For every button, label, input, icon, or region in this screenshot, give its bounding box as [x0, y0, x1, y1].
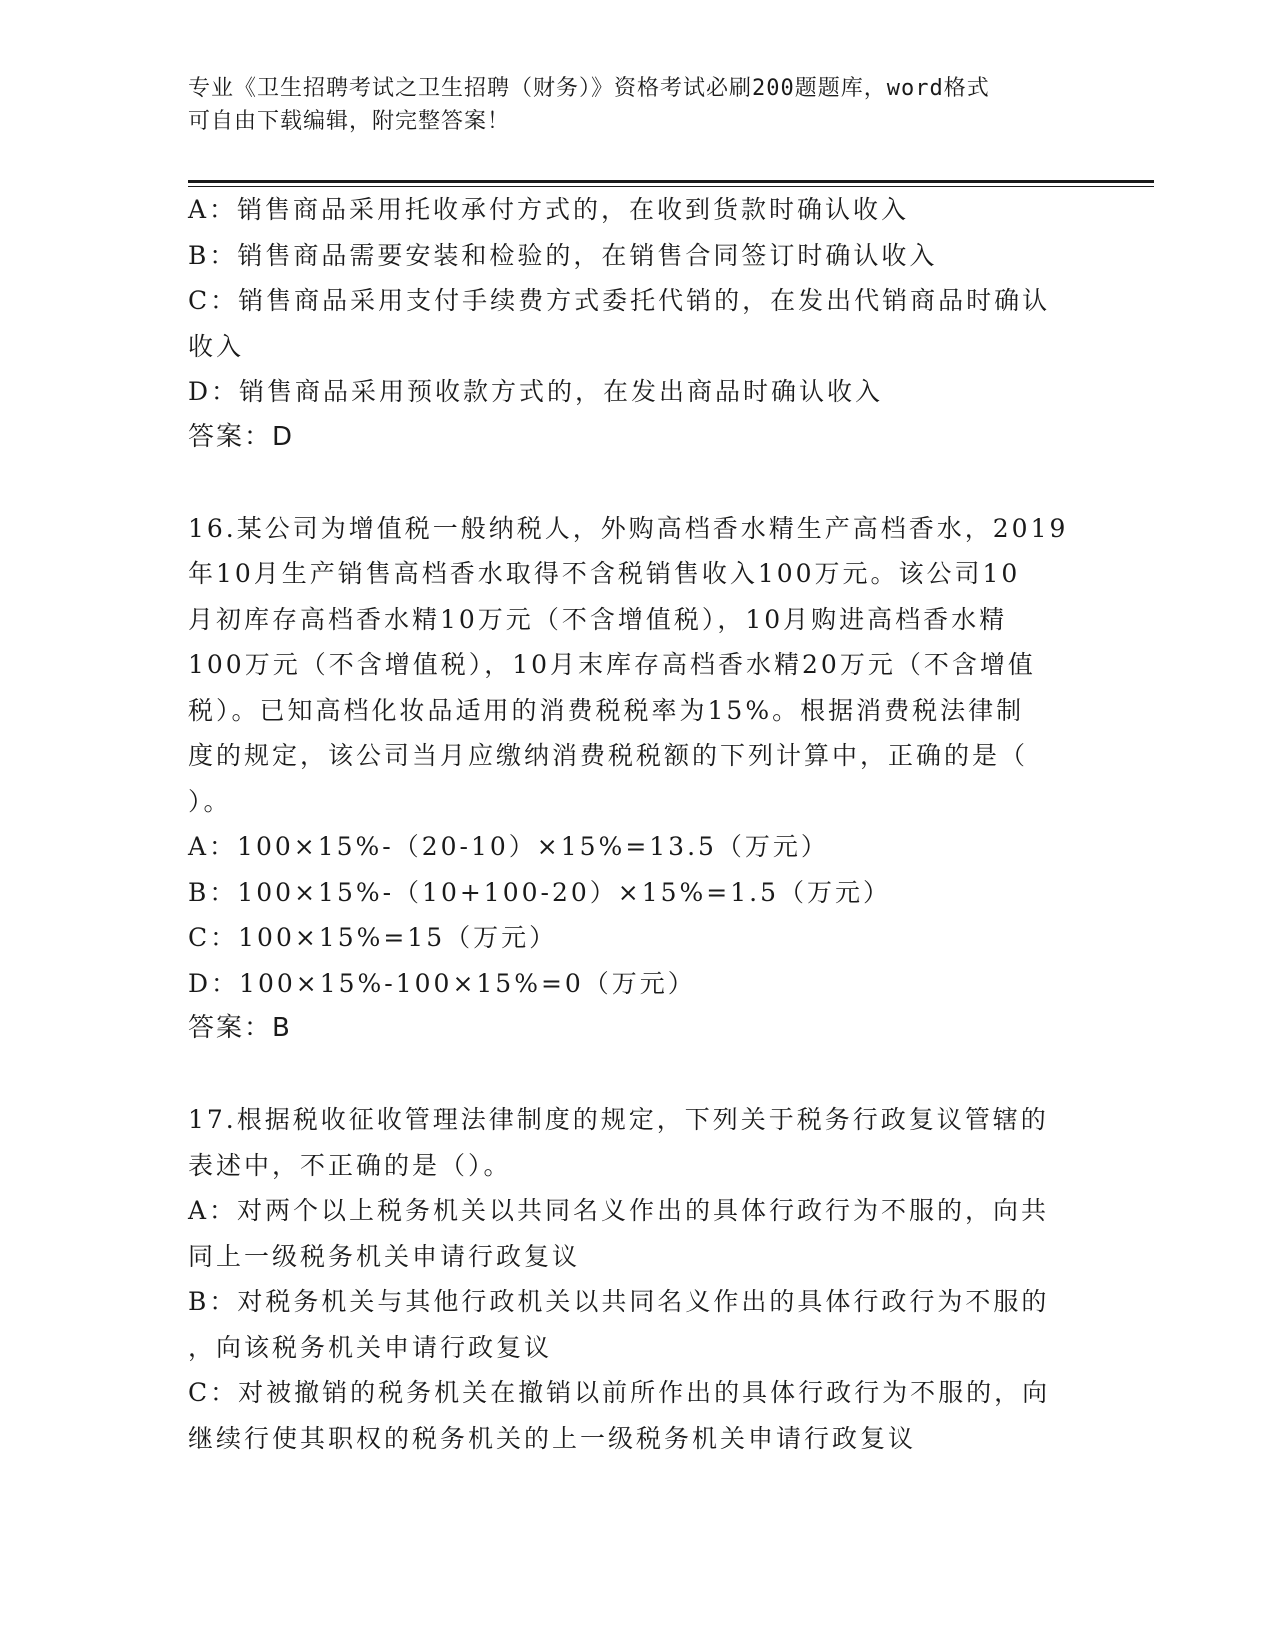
document-body	[188, 187, 1088, 1461]
q16-answer: 答案：B	[188, 1013, 292, 1043]
q15-option-c-line-2: 收入	[188, 331, 245, 361]
q16-stem-line-5: 税）。已知高档化妆品适用的消费税税率为15%。根据消费税法律制	[188, 695, 1025, 725]
q17-option-c-line-2: 继续行使其职权的税务机关的上一级税务机关申请行政复议	[188, 1423, 917, 1453]
q16-stem-line-6: 度的规定，该公司当月应缴纳消费税税额的下列计算中，正确的是（	[188, 741, 1029, 770]
q15-option-d: D：销售商品采用预收款方式的，在发出商品时确认收入	[188, 377, 884, 406]
spacer	[188, 1052, 1088, 1098]
question-15-block	[188, 187, 1088, 460]
q16-stem-line-1: 16.某公司为增值税一般纳税人，外购高档香水精生产高档香水，2019	[188, 513, 1069, 543]
q16-stem-line-7: ）。	[188, 786, 232, 816]
q16-stem-line-2: 年10月生产销售高档香水取得不含税销售收入100万元。该公司10	[188, 559, 1021, 588]
q16-stem-line-3: 月初库存高档香水精10万元（不含增值税），10月购进高档香水精	[188, 604, 1008, 634]
q15-option-a: A：销售商品采用托收承付方式的，在收到货款时确认收入	[188, 195, 910, 224]
q17-option-b-line-1: B：对税务机关与其他行政机关以共同名义作出的具体行政行为不服的	[188, 1287, 1050, 1316]
header-line-1: 专业《卫生招聘考试之卫生招聘（财务）》资格考试必刷200题题库，word格式	[188, 76, 990, 101]
q17-option-b-line-2: ，向该税务机关申请行政复议	[188, 1332, 553, 1362]
question-16-block	[188, 506, 1088, 1052]
q15-option-b: B：销售商品需要安装和检验的，在销售合同签订时确认收入	[188, 240, 938, 270]
q17-stem-line-1: 17.根据税收征收管理法律制度的规定，下列关于税务行政复议管辖的	[188, 1105, 1049, 1134]
spacer	[188, 460, 1088, 506]
q17-option-a-line-2: 同上一级税务机关申请行政复议	[188, 1241, 581, 1271]
q17-option-a-line-1: A：对两个以上税务机关以共同名义作出的具体行政行为不服的，向共	[188, 1196, 1050, 1225]
question-17-block	[188, 1097, 1088, 1461]
q16-option-d: D：100×15%-100×15%=0（万元）	[188, 968, 696, 998]
q16-option-a: A：100×15%-（20-10）×15%=13.5（万元）	[188, 832, 829, 861]
document-header	[188, 72, 1068, 138]
header-divider-thick	[188, 180, 1154, 183]
q16-stem-line-4: 100万元（不含增值税），10月末库存高档香水精20万元（不含增值	[188, 650, 1036, 679]
q17-stem-line-2: 表述中，不正确的是（）。	[188, 1150, 512, 1180]
q16-option-c: C：100×15%=15（万元）	[188, 923, 558, 952]
q16-option-b: B：100×15%-（10+100-20）×15%=1.5（万元）	[188, 877, 892, 907]
header-line-2: 可自由下载编辑，附完整答案！	[188, 109, 511, 134]
q17-option-c-line-1: C：对被撤销的税务机关在撤销以前所作出的具体行政行为不服的，向	[188, 1378, 1051, 1407]
q15-answer: 答案：D	[188, 421, 295, 452]
q15-option-c-line-1: C：销售商品采用支付手续费方式委托代销的，在发出代销商品时确认	[188, 286, 1051, 315]
